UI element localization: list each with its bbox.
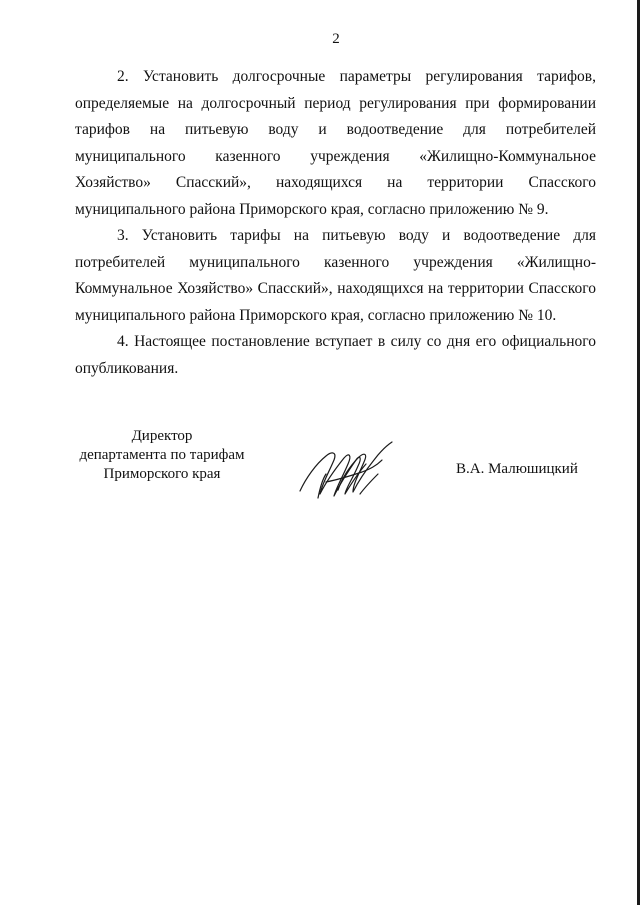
signatory-region: Приморского края [103,466,221,482]
paragraph-3: 3. Установить тарифы на питьевую воду и водоотведение для потребителей муниципального казенного учреждения «Жилищно-Коммунальное Хозяйство» Спасский», находящихся на территории Спасского муниципального района Приморского края, согласно приложению № 10. [75,227,596,324]
paragraph-2: 2. Установить долгосрочные параметры регулирования тарифов, определяемые на долгосрочный период регулирования при формировании тарифов на питьевую воду и водоотведение для потребителей муниципального казенного учреждения «Жилищно-Коммунальное Хозяйство» Спасский», находящихся на территории Спасского муниципального района Приморского края, согласно приложению № 9. [75,68,596,218]
signatory-department: департамента по тарифам [79,447,245,463]
document-body [75,64,596,382]
signer-name: В.А. Малюшицкий [456,461,578,477]
signatory-title [62,427,262,484]
paragraph-4: 4. Настоящее постановление вступает в силу со дня его официального опубликования. [75,333,596,377]
handwritten-signature [296,436,406,502]
signatory-position: Директор [131,428,193,444]
page-number: 2 [332,31,340,47]
